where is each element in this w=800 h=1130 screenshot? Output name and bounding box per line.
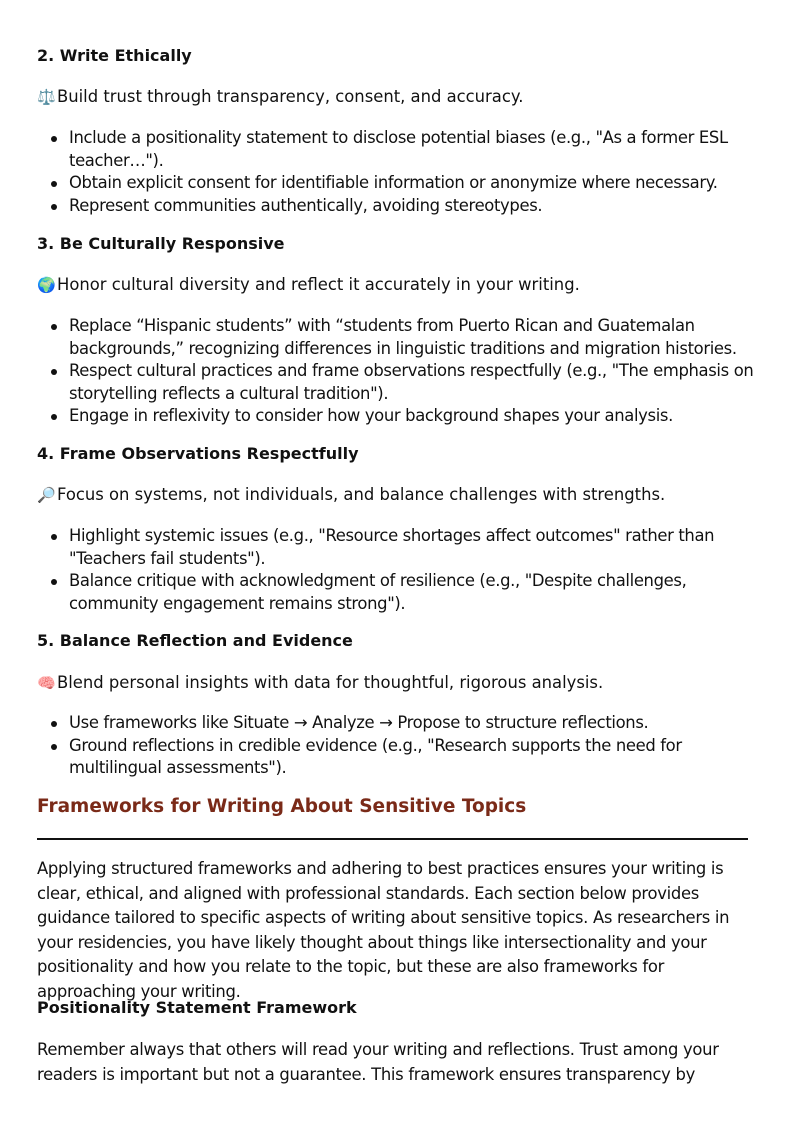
intro-text: Blend personal insights with data for thoughtful, rigorous analysis. [57,673,604,692]
frameworks-heading: Frameworks for Writing About Sensitive Topics [37,796,527,817]
list-item: Ground reflections in credible evidence (e.g., "Research supports the need for multilingual assessments"). [37,735,765,780]
list-item: Use frameworks like Situate → Analyze → Propose to structure reflections. [37,712,765,735]
bullet-list-write-ethically [37,127,765,217]
intro-text: Focus on systems, not individuals, and balance challenges with strengths. [57,485,666,504]
heading-divider [37,838,748,840]
magnifying-glass-icon: 🔎 [37,486,56,504]
list-item: Include a positionality statement to disclose potential biases (e.g., "As a former ESL teacher…"). [37,127,765,172]
list-item: Balance critique with acknowledgment of resilience (e.g., "Despite challenges, community engagement remains strong"). [37,570,765,615]
frameworks-body: Applying structured frameworks and adhering to best practices ensures your writing is clear, ethical, and aligned with professional standards. Each section below provides guidance tailored to specific aspects of writing about sensitive topics. As researchers in your residencies, you have likely thought about things like intersectionality and your positionality and how you relate to the topic, but these are also frameworks for approaching your writing. [37,859,730,1001]
section-heading-frame-observations: 4. Frame Observations Respectfully [37,444,359,463]
section-intro-write-ethically [37,86,523,108]
section-intro-culturally-responsive [37,274,580,296]
section-intro-frame-observations [37,484,665,506]
globe-icon: 🌍 [37,276,56,294]
intro-text: Build trust through transparency, consent, and accuracy. [57,87,524,106]
section-heading-balance-reflection: 5. Balance Reflection and Evidence [37,631,353,650]
bullet-list-culturally-responsive [37,315,765,428]
brain-icon: 🧠 [37,674,56,692]
balance-scale-icon: ⚖️ [37,88,56,106]
bullet-list-frame-observations [37,525,765,615]
list-item: Represent communities authentically, avoiding stereotypes. [37,195,765,218]
positionality-framework-heading: Positionality Statement Framework [37,998,357,1017]
list-item: Highlight systemic issues (e.g., "Resource shortages affect outcomes" rather than "Teachers fail students"). [37,525,765,570]
intro-text: Honor cultural diversity and reflect it accurately in your writing. [57,275,580,294]
bullet-list-balance-reflection [37,712,765,780]
list-item: Obtain explicit consent for identifiable information or anonymize where necessary. [37,172,765,195]
section-heading-write-ethically: 2. Write Ethically [37,46,192,65]
section-heading-culturally-responsive: 3. Be Culturally Responsive [37,234,285,253]
positionality-framework-body: Remember always that others will read your writing and reflections. Trust among your readers is important but not a guarantee. This framework ensures transparency by [37,1040,719,1084]
list-item: Respect cultural practices and frame observations respectfully (e.g., "The emphasis on storytelling reflects a cultural tradition"). [37,360,765,405]
section-intro-balance-reflection [37,672,603,694]
list-item: Engage in reflexivity to consider how your background shapes your analysis. [37,405,765,428]
list-item: Replace “Hispanic students” with “students from Puerto Rican and Guatemalan backgrounds,” recognizing differences in linguistic traditions and migration histories. [37,315,765,360]
